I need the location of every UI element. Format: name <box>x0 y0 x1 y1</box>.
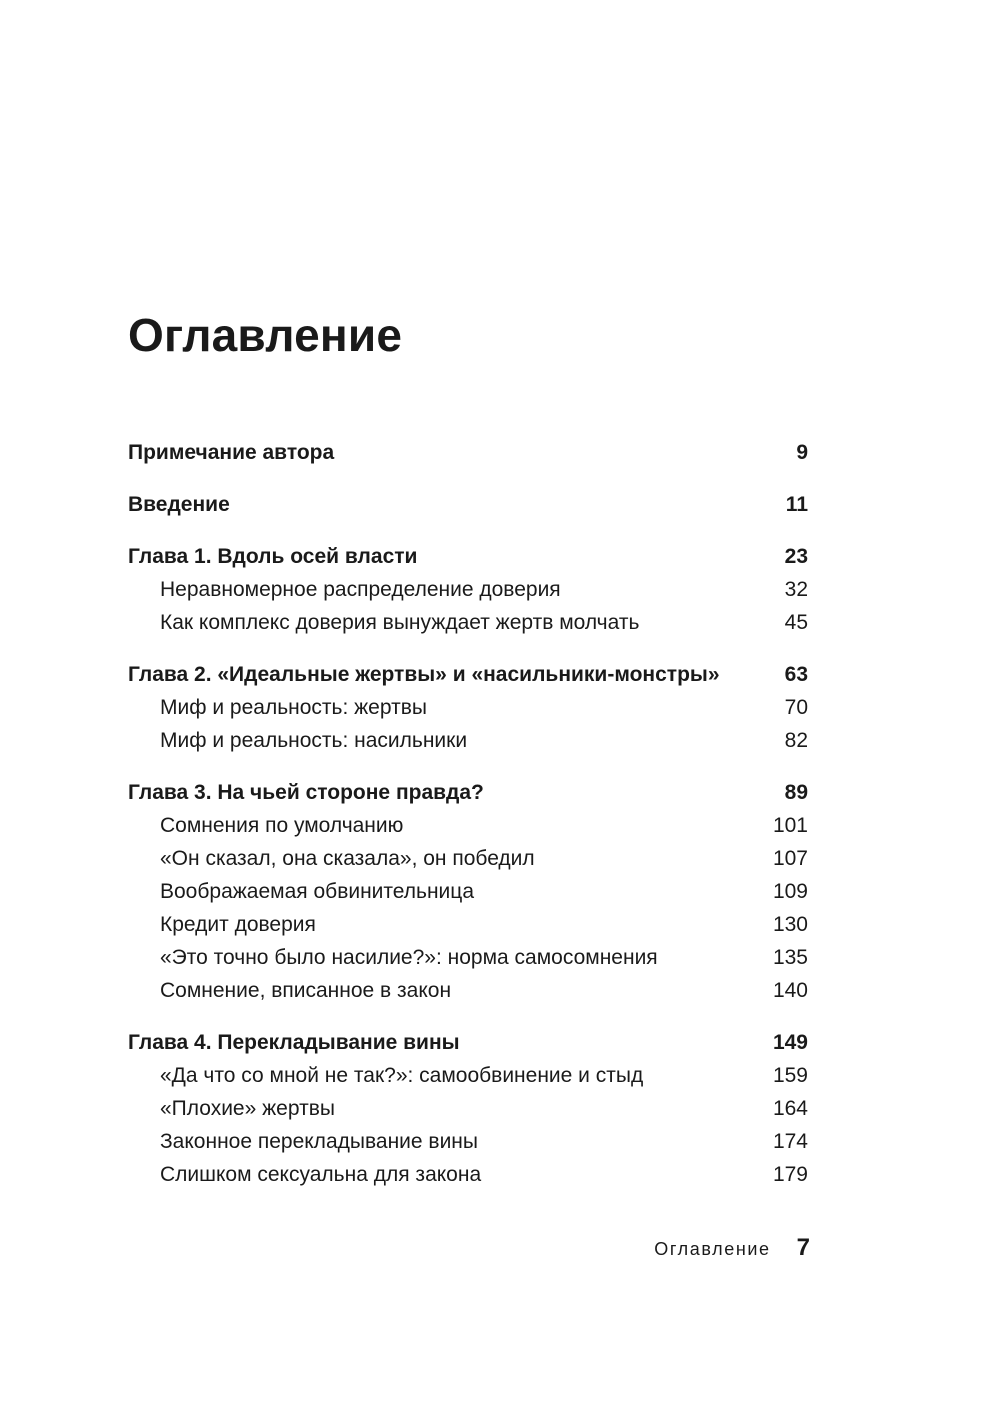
running-header: Оглавление <box>654 1239 771 1259</box>
toc-entry-page: 32 <box>784 578 808 601</box>
toc-entry-label: Глава 2. «Идеальные жертвы» и «насильники-монстры» <box>128 663 720 686</box>
toc-entry-label: Как комплекс доверия вынуждает жертв молчать <box>160 611 640 634</box>
toc-entry-label: Неравномерное распределение доверия <box>160 578 561 601</box>
toc-entry-page: 109 <box>772 880 808 903</box>
toc-entry-page: 130 <box>772 913 808 936</box>
page-footer <box>654 1234 810 1262</box>
toc-section-entry <box>128 1059 808 1092</box>
toc-entry-page: 135 <box>772 946 808 969</box>
toc-entry-page: 45 <box>784 611 808 634</box>
toc-entry-label: Воображаемая обвинительница <box>160 880 474 903</box>
toc-spacer <box>128 521 808 540</box>
toc-entry-page: 9 <box>796 441 808 464</box>
toc-chapter-entry <box>128 436 808 469</box>
toc-entry-page: 11 <box>785 493 808 516</box>
toc-chapter-entry <box>128 488 808 521</box>
toc-section-entry <box>128 1158 808 1191</box>
table-of-contents <box>128 436 808 1191</box>
toc-entry-page: 164 <box>772 1097 808 1120</box>
toc-entry-page: 82 <box>784 729 808 752</box>
toc-section-entry <box>128 606 808 639</box>
toc-entry-page: 63 <box>784 663 808 686</box>
toc-entry-label: Глава 1. Вдоль осей власти <box>128 545 418 568</box>
toc-entry-page: 179 <box>772 1163 808 1186</box>
toc-entry-label: Глава 3. На чьей стороне правда? <box>128 781 484 804</box>
toc-entry-page: 70 <box>784 696 808 719</box>
toc-chapter-entry <box>128 776 808 809</box>
toc-entry-label: Миф и реальность: жертвы <box>160 696 427 719</box>
toc-entry-page: 101 <box>772 814 808 837</box>
toc-entry-page: 89 <box>784 781 808 804</box>
page-number: 7 <box>796 1234 810 1261</box>
toc-chapter-entry <box>128 540 808 573</box>
toc-entry-page: 159 <box>772 1064 808 1087</box>
toc-entry-page: 149 <box>772 1031 808 1054</box>
toc-spacer <box>128 757 808 776</box>
toc-entry-label: «Он сказал, она сказала», он победил <box>160 847 535 870</box>
toc-entry-label: Сомнение, вписанное в закон <box>160 979 452 1002</box>
toc-section-entry <box>128 941 808 974</box>
toc-section-entry <box>128 1092 808 1125</box>
toc-section-entry <box>128 724 808 757</box>
toc-section-entry <box>128 974 808 1007</box>
toc-entry-label: Законное перекладывание вины <box>160 1130 478 1153</box>
toc-entry-label: Введение <box>128 493 230 516</box>
page-title: Оглавление <box>128 309 403 361</box>
toc-entry-label: «Плохие» жертвы <box>160 1097 335 1120</box>
toc-entry-page: 174 <box>772 1130 808 1153</box>
toc-spacer <box>128 1007 808 1026</box>
toc-entry-label: «Да что со мной не так?»: самообвинение и стыд <box>160 1064 644 1087</box>
toc-spacer <box>128 469 808 488</box>
toc-section-entry <box>128 573 808 606</box>
toc-entry-label: Сомнения по умолчанию <box>160 814 404 837</box>
toc-section-entry <box>128 842 808 875</box>
toc-section-entry <box>128 691 808 724</box>
toc-entry-label: Примечание автора <box>128 441 335 464</box>
toc-entry-page: 23 <box>784 545 808 568</box>
toc-entry-label: Кредит доверия <box>160 913 316 936</box>
toc-entry-label: Миф и реальность: насильники <box>160 729 468 752</box>
toc-entry-label: Слишком сексуальна для закона <box>160 1163 482 1186</box>
toc-entry-label: Глава 4. Перекладывание вины <box>128 1031 460 1054</box>
toc-entry-label: «Это точно было насилие?»: норма самосомнения <box>160 946 658 969</box>
toc-entry-page: 107 <box>772 847 808 870</box>
toc-section-entry <box>128 875 808 908</box>
toc-chapter-entry <box>128 1026 808 1059</box>
toc-section-entry <box>128 809 808 842</box>
toc-section-entry <box>128 908 808 941</box>
toc-chapter-entry <box>128 658 808 691</box>
toc-section-entry <box>128 1125 808 1158</box>
toc-entry-page: 140 <box>772 979 808 1002</box>
toc-spacer <box>128 639 808 658</box>
